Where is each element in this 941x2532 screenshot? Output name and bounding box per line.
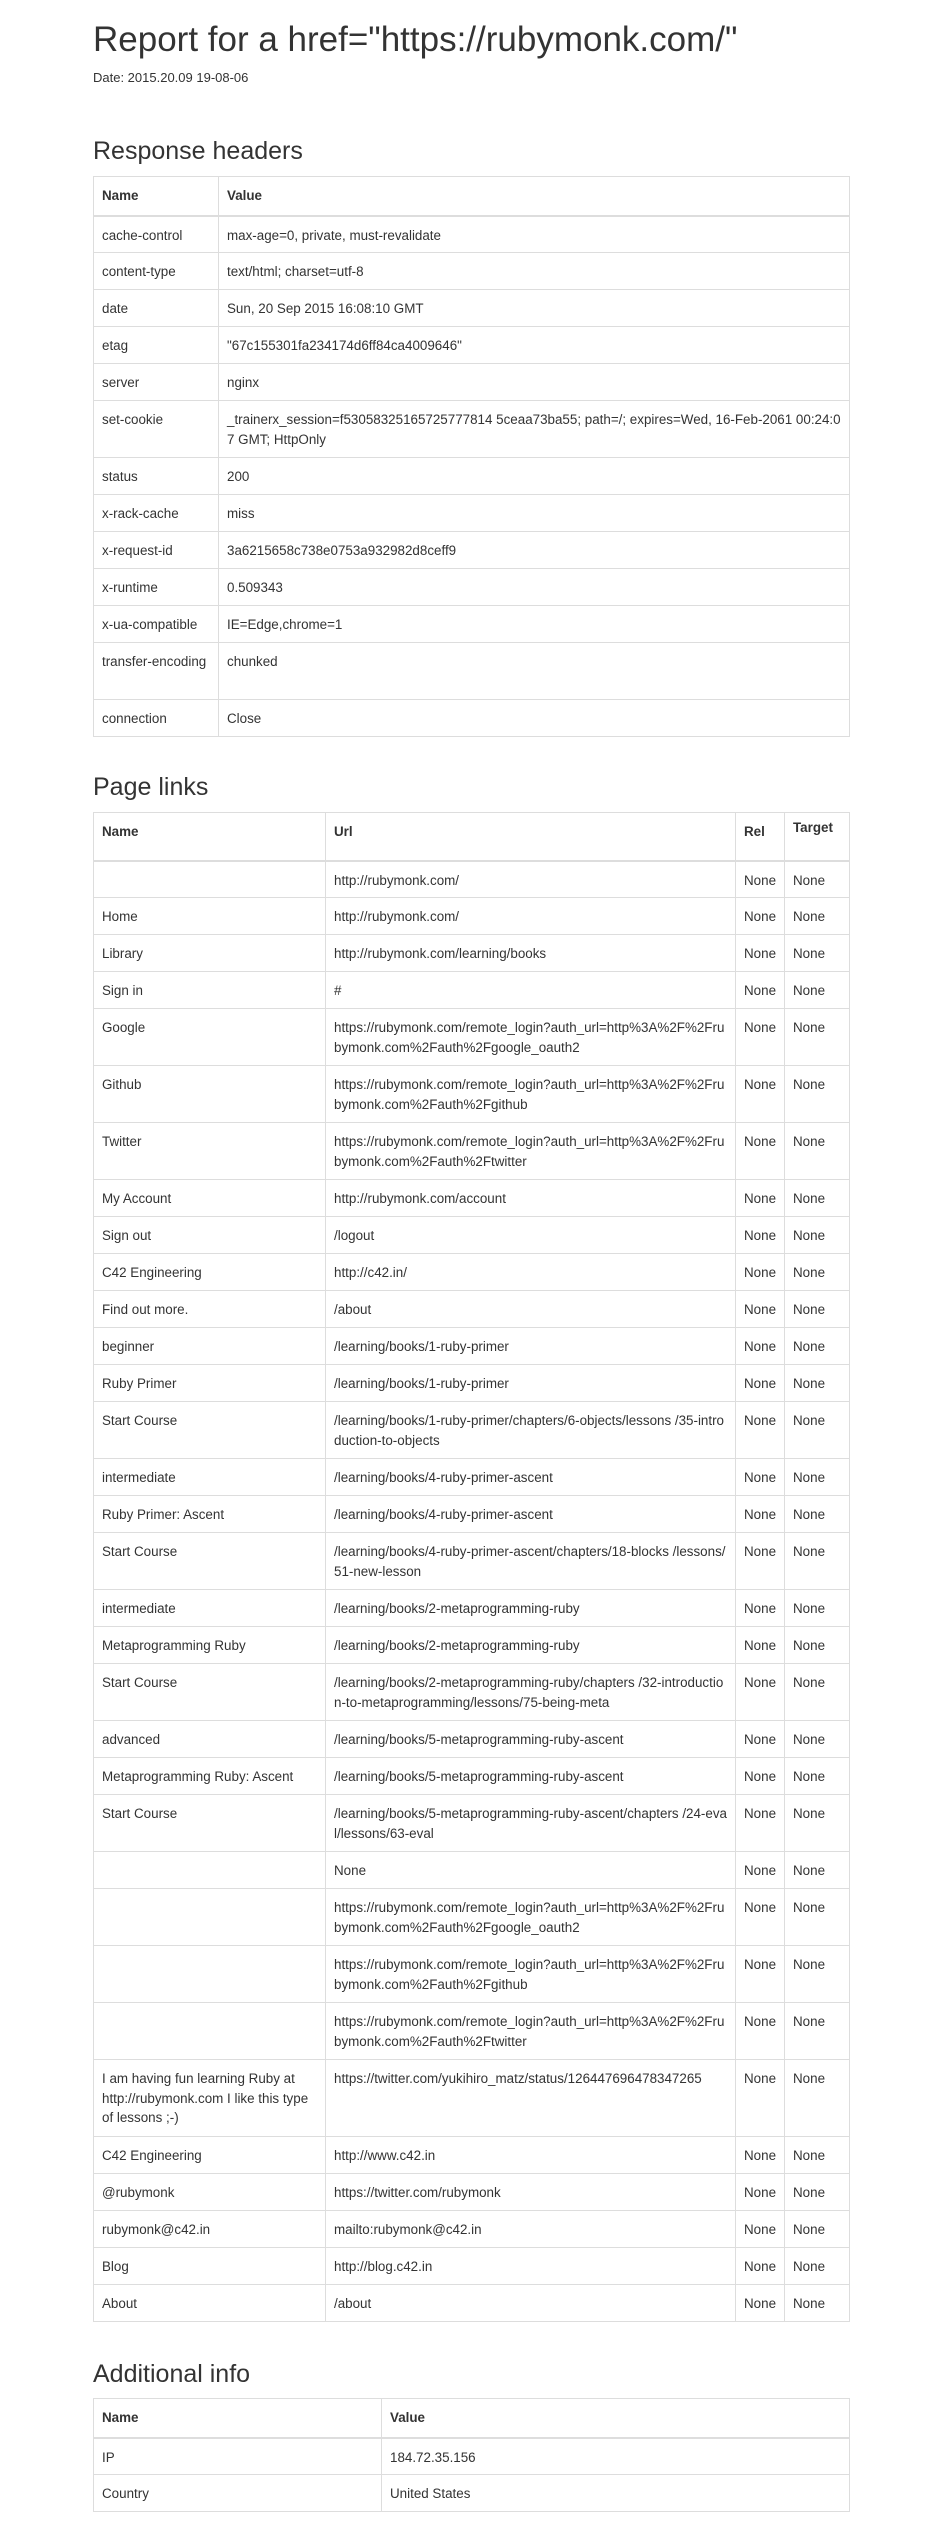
table-row xyxy=(94,606,850,643)
url-cell: /learning/books/5-metaprogramming-ruby-ascent xyxy=(326,1758,736,1795)
rel-cell: None xyxy=(736,1291,785,1328)
target-cell: None xyxy=(785,1254,850,1291)
target-cell: None xyxy=(785,1291,850,1328)
column-header-value: Value xyxy=(382,2399,850,2438)
target-cell: None xyxy=(785,1627,850,1664)
url-cell: /learning/books/2-metaprogramming-ruby xyxy=(326,1590,736,1627)
name-cell: C42 Engineering xyxy=(94,1254,326,1291)
target-cell: None xyxy=(785,1496,850,1533)
rel-cell: None xyxy=(736,1852,785,1889)
rel-cell: None xyxy=(736,1946,785,2003)
name-cell: content-type xyxy=(94,253,219,290)
name-cell xyxy=(94,1946,326,2003)
table-row xyxy=(94,1795,850,1852)
table-row xyxy=(94,643,850,700)
column-header-target: Target xyxy=(785,813,850,861)
name-cell: x-rack-cache xyxy=(94,495,219,532)
target-cell: None xyxy=(785,1217,850,1254)
url-cell: https://rubymonk.com/remote_login?auth_url=http%3A%2F%2Frubymonk.com%2Fauth%2Ftwitter xyxy=(326,2003,736,2060)
value-cell: 3a6215658c738e0753a932982d8ceff9 xyxy=(219,532,850,569)
page-links-table xyxy=(93,812,850,2322)
header-row xyxy=(94,177,850,216)
table-row xyxy=(94,2003,850,2060)
table-row xyxy=(94,1009,850,1066)
table-row xyxy=(94,1664,850,1721)
url-cell: /learning/books/1-ruby-primer xyxy=(326,1365,736,1402)
name-cell: set-cookie xyxy=(94,401,219,458)
name-cell: Ruby Primer xyxy=(94,1365,326,1402)
rel-cell: None xyxy=(736,1402,785,1459)
target-cell: None xyxy=(785,2248,850,2285)
rel-cell: None xyxy=(736,1180,785,1217)
table-row xyxy=(94,1328,850,1365)
name-cell: Google xyxy=(94,1009,326,1066)
rel-cell: None xyxy=(736,2174,785,2211)
name-cell: Start Course xyxy=(94,1402,326,1459)
target-cell: None xyxy=(785,1009,850,1066)
rel-cell: None xyxy=(736,1496,785,1533)
rel-cell: None xyxy=(736,898,785,935)
target-cell: None xyxy=(785,1852,850,1889)
rel-cell: None xyxy=(736,1795,785,1852)
table-row xyxy=(94,1721,850,1758)
name-cell: Blog xyxy=(94,2248,326,2285)
table-row xyxy=(94,327,850,364)
name-cell xyxy=(94,861,326,898)
url-cell: https://rubymonk.com/remote_login?auth_url=http%3A%2F%2Frubymonk.com%2Fauth%2Fgoogle_oauth2 xyxy=(326,1009,736,1066)
name-cell: Metaprogramming Ruby xyxy=(94,1627,326,1664)
table-row xyxy=(94,290,850,327)
target-cell: None xyxy=(785,972,850,1009)
url-cell: http://rubymonk.com/account xyxy=(326,1180,736,1217)
url-cell: /learning/books/1-ruby-primer xyxy=(326,1328,736,1365)
url-cell: https://rubymonk.com/remote_login?auth_url=http%3A%2F%2Frubymonk.com%2Fauth%2Fgithub xyxy=(326,1066,736,1123)
table-row xyxy=(94,2137,850,2174)
rel-cell: None xyxy=(736,2060,785,2137)
url-cell: https://rubymonk.com/remote_login?auth_url=http%3A%2F%2Frubymonk.com%2Fauth%2Fgithub xyxy=(326,1946,736,2003)
rel-cell: None xyxy=(736,2248,785,2285)
table-row xyxy=(94,1590,850,1627)
url-cell: https://rubymonk.com/remote_login?auth_url=http%3A%2F%2Frubymonk.com%2Fauth%2Ftwitter xyxy=(326,1123,736,1180)
table-row xyxy=(94,2174,850,2211)
rel-cell: None xyxy=(736,1533,785,1590)
name-cell: Library xyxy=(94,935,326,972)
response-headers-table xyxy=(93,176,850,737)
rel-cell: None xyxy=(736,1889,785,1946)
table-row xyxy=(94,1217,850,1254)
table-row xyxy=(94,1889,850,1946)
target-cell: None xyxy=(785,2137,850,2174)
target-cell: None xyxy=(785,1328,850,1365)
table-row xyxy=(94,935,850,972)
value-cell: IE=Edge,chrome=1 xyxy=(219,606,850,643)
rel-cell: None xyxy=(736,1217,785,1254)
url-cell: https://rubymonk.com/remote_login?auth_url=http%3A%2F%2Frubymonk.com%2Fauth%2Fgoogle_oauth2 xyxy=(326,1889,736,1946)
name-cell: Start Course xyxy=(94,1795,326,1852)
name-cell: etag xyxy=(94,327,219,364)
name-cell: About xyxy=(94,2285,326,2322)
table-row xyxy=(94,569,850,606)
target-cell: None xyxy=(785,1946,850,2003)
value-cell: text/html; charset=utf-8 xyxy=(219,253,850,290)
rel-cell: None xyxy=(736,2285,785,2322)
name-cell: Sign out xyxy=(94,1217,326,1254)
rel-cell: None xyxy=(736,1254,785,1291)
name-cell: x-runtime xyxy=(94,569,219,606)
target-cell: None xyxy=(785,1180,850,1217)
additional-info-table xyxy=(93,2398,850,2512)
url-cell: http://c42.in/ xyxy=(326,1254,736,1291)
table-row xyxy=(94,1496,850,1533)
value-cell: Sun, 20 Sep 2015 16:08:10 GMT xyxy=(219,290,850,327)
report-title: Report for a href="https://rubymonk.com/" xyxy=(93,20,738,59)
name-cell: beginner xyxy=(94,1328,326,1365)
table-row xyxy=(94,1291,850,1328)
table-row xyxy=(94,2285,850,2322)
table-row xyxy=(94,216,850,253)
value-cell: United States xyxy=(382,2475,850,2512)
target-cell: None xyxy=(785,1459,850,1496)
rel-cell: None xyxy=(736,1590,785,1627)
name-cell: server xyxy=(94,364,219,401)
target-cell: None xyxy=(785,1533,850,1590)
name-cell: transfer-encoding xyxy=(94,643,219,700)
rel-cell: None xyxy=(736,861,785,898)
column-header-url: Url xyxy=(326,813,736,861)
rel-cell: None xyxy=(736,1721,785,1758)
rel-cell: None xyxy=(736,1758,785,1795)
response-headers-title: Response headers xyxy=(93,137,303,165)
column-header-value: Value xyxy=(219,177,850,216)
page-links-title: Page links xyxy=(93,773,209,801)
value-cell: nginx xyxy=(219,364,850,401)
additional-info-title: Additional info xyxy=(93,2360,251,2388)
rel-cell: None xyxy=(736,1365,785,1402)
table-row xyxy=(94,1946,850,2003)
name-cell xyxy=(94,1852,326,1889)
table-row xyxy=(94,1402,850,1459)
table-row xyxy=(94,1066,850,1123)
name-cell: connection xyxy=(94,700,219,737)
value-cell: "67c155301fa234174d6ff84ca4009646" xyxy=(219,327,850,364)
name-cell: Home xyxy=(94,898,326,935)
name-cell xyxy=(94,2003,326,2060)
name-cell: advanced xyxy=(94,1721,326,1758)
target-cell: None xyxy=(785,2060,850,2137)
name-cell: intermediate xyxy=(94,1590,326,1627)
url-cell: /learning/books/4-ruby-primer-ascent xyxy=(326,1459,736,1496)
name-cell: I am having fun learning Ruby at http://rubymonk.com I like this type of lessons ;-) xyxy=(94,2060,326,2137)
report-date: Date: 2015.20.09 19-08-06 xyxy=(93,70,249,85)
column-header-rel: Rel xyxy=(736,813,785,861)
value-cell: 0.509343 xyxy=(219,569,850,606)
url-cell: /learning/books/2-metaprogramming-ruby xyxy=(326,1627,736,1664)
table-row xyxy=(94,1123,850,1180)
table-row xyxy=(94,1852,850,1889)
name-cell: Sign in xyxy=(94,972,326,1009)
name-cell: date xyxy=(94,290,219,327)
table-row xyxy=(94,972,850,1009)
rel-cell: None xyxy=(736,1328,785,1365)
rel-cell: None xyxy=(736,1627,785,1664)
table-row xyxy=(94,861,850,898)
table-row xyxy=(94,2060,850,2137)
table-row xyxy=(94,1533,850,1590)
table-row xyxy=(94,1180,850,1217)
rel-cell: None xyxy=(736,935,785,972)
rel-cell: None xyxy=(736,1664,785,1721)
target-cell: None xyxy=(785,2285,850,2322)
table-row xyxy=(94,2438,850,2475)
target-cell: None xyxy=(785,898,850,935)
url-cell: /about xyxy=(326,1291,736,1328)
rel-cell: None xyxy=(736,1123,785,1180)
value-cell: chunked xyxy=(219,643,850,700)
target-cell: None xyxy=(785,1758,850,1795)
target-cell: None xyxy=(785,1664,850,1721)
header-row xyxy=(94,813,850,861)
target-cell: None xyxy=(785,935,850,972)
table-row xyxy=(94,1254,850,1291)
table-row xyxy=(94,532,850,569)
rel-cell: None xyxy=(736,1009,785,1066)
rel-cell: None xyxy=(736,972,785,1009)
url-cell: /logout xyxy=(326,1217,736,1254)
target-cell: None xyxy=(785,1123,850,1180)
name-cell: Start Course xyxy=(94,1533,326,1590)
table-row xyxy=(94,1758,850,1795)
name-cell: rubymonk@c42.in xyxy=(94,2211,326,2248)
rel-cell: None xyxy=(736,2137,785,2174)
target-cell: None xyxy=(785,1721,850,1758)
name-cell xyxy=(94,1889,326,1946)
url-cell: http://blog.c42.in xyxy=(326,2248,736,2285)
target-cell: None xyxy=(785,1590,850,1627)
table-row xyxy=(94,2248,850,2285)
table-row xyxy=(94,700,850,737)
url-cell: http://rubymonk.com/ xyxy=(326,898,736,935)
url-cell: /learning/books/5-metaprogramming-ruby-ascent xyxy=(326,1721,736,1758)
value-cell: _trainerx_session=f53058325165725777814 5ceaa73ba55; path=/; expires=Wed, 16-Feb-2061 00:24:07 GMT; HttpOnly xyxy=(219,401,850,458)
table-row xyxy=(94,253,850,290)
name-cell: Find out more. xyxy=(94,1291,326,1328)
rel-cell: None xyxy=(736,1066,785,1123)
name-cell: cache-control xyxy=(94,216,219,253)
name-cell: My Account xyxy=(94,1180,326,1217)
target-cell: None xyxy=(785,1889,850,1946)
value-cell: max-age=0, private, must-revalidate xyxy=(219,216,850,253)
table-row xyxy=(94,401,850,458)
url-cell: /learning/books/4-ruby-primer-ascent xyxy=(326,1496,736,1533)
name-cell: C42 Engineering xyxy=(94,2137,326,2174)
header-row xyxy=(94,2399,850,2438)
value-cell: Close xyxy=(219,700,850,737)
url-cell: /learning/books/4-ruby-primer-ascent/chapters/18-blocks /lessons/51-new-lesson xyxy=(326,1533,736,1590)
name-cell: Country xyxy=(94,2475,382,2512)
target-cell: None xyxy=(785,2174,850,2211)
table-row xyxy=(94,458,850,495)
target-cell: None xyxy=(785,2003,850,2060)
url-cell: /learning/books/1-ruby-primer/chapters/6-objects/lessons /35-introduction-to-objects xyxy=(326,1402,736,1459)
url-cell: https://twitter.com/yukihiro_matz/status/126447696478347265 xyxy=(326,2060,736,2137)
rel-cell: None xyxy=(736,2211,785,2248)
name-cell: Ruby Primer: Ascent xyxy=(94,1496,326,1533)
table-row xyxy=(94,364,850,401)
name-cell: x-ua-compatible xyxy=(94,606,219,643)
url-cell: http://rubymonk.com/learning/books xyxy=(326,935,736,972)
name-cell: intermediate xyxy=(94,1459,326,1496)
target-cell: None xyxy=(785,861,850,898)
url-cell: /learning/books/5-metaprogramming-ruby-ascent/chapters /24-eval/lessons/63-eval xyxy=(326,1795,736,1852)
url-cell: None xyxy=(326,1852,736,1889)
target-cell: None xyxy=(785,1066,850,1123)
url-cell: https://twitter.com/rubymonk xyxy=(326,2174,736,2211)
url-cell: http://www.c42.in xyxy=(326,2137,736,2174)
name-cell: x-request-id xyxy=(94,532,219,569)
url-cell: /about xyxy=(326,2285,736,2322)
target-cell: None xyxy=(785,1402,850,1459)
url-cell: /learning/books/2-metaprogramming-ruby/chapters /32-introduction-to-metaprogramming/lessons/75-being-meta xyxy=(326,1664,736,1721)
value-cell: 200 xyxy=(219,458,850,495)
table-row xyxy=(94,495,850,532)
target-cell: None xyxy=(785,1365,850,1402)
url-cell: # xyxy=(326,972,736,1009)
url-cell: mailto:rubymonk@c42.in xyxy=(326,2211,736,2248)
table-row xyxy=(94,1365,850,1402)
rel-cell: None xyxy=(736,2003,785,2060)
name-cell: @rubymonk xyxy=(94,2174,326,2211)
column-header-name: Name xyxy=(94,2399,382,2438)
column-header-name: Name xyxy=(94,177,219,216)
name-cell: Metaprogramming Ruby: Ascent xyxy=(94,1758,326,1795)
value-cell: miss xyxy=(219,495,850,532)
column-header-name: Name xyxy=(94,813,326,861)
rel-cell: None xyxy=(736,1459,785,1496)
name-cell: Start Course xyxy=(94,1664,326,1721)
name-cell: Github xyxy=(94,1066,326,1123)
name-cell: IP xyxy=(94,2438,382,2475)
name-cell: status xyxy=(94,458,219,495)
url-cell: http://rubymonk.com/ xyxy=(326,861,736,898)
table-row xyxy=(94,898,850,935)
name-cell: Twitter xyxy=(94,1123,326,1180)
target-cell: None xyxy=(785,1795,850,1852)
table-row xyxy=(94,2211,850,2248)
value-cell: 184.72.35.156 xyxy=(382,2438,850,2475)
table-row xyxy=(94,2475,850,2512)
table-row xyxy=(94,1459,850,1496)
table-row xyxy=(94,1627,850,1664)
target-cell: None xyxy=(785,2211,850,2248)
